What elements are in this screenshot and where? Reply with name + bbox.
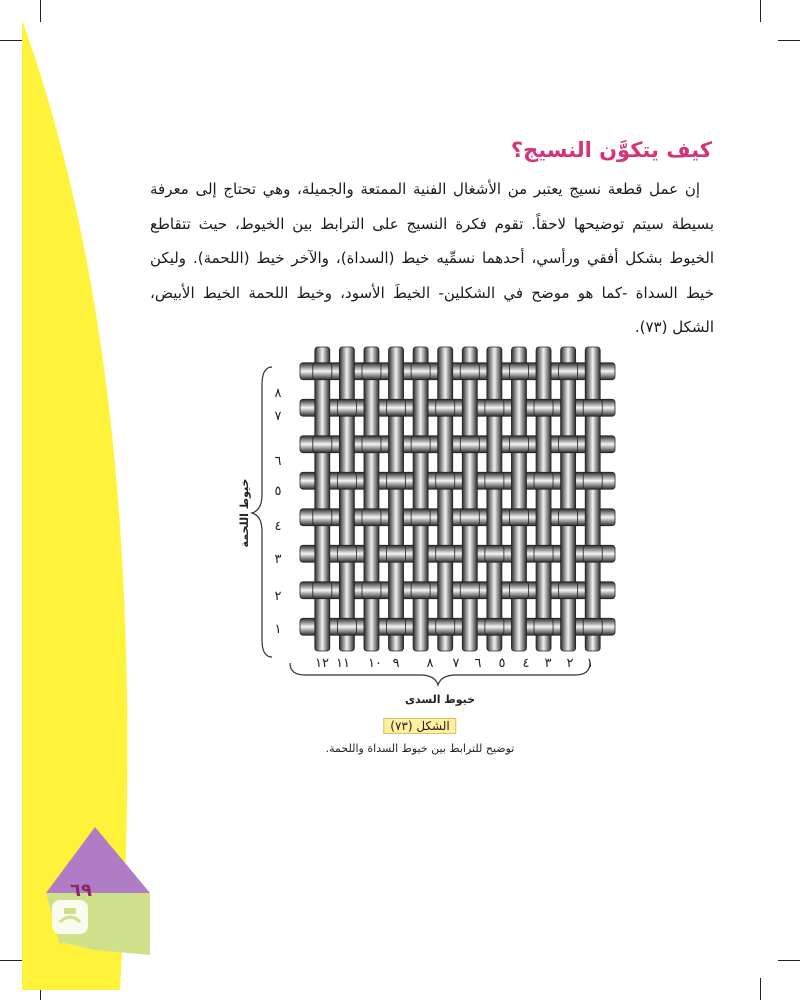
warp-thread (315, 347, 330, 651)
weft-crossing (509, 363, 528, 380)
weft-crossing (559, 509, 578, 526)
figure-description: توضيح للترابط بين خيوط السداة واللحمة. (325, 742, 515, 755)
weft-number: ٢ (274, 589, 282, 604)
weft-crossing (387, 618, 406, 635)
weft-crossing (387, 545, 406, 562)
weave-figure (240, 345, 660, 715)
weft-crossing (411, 363, 430, 380)
weft-crossing (534, 618, 553, 635)
weft-crossing (534, 545, 553, 562)
warp-number: ٣ (544, 656, 552, 671)
weft-crossing (485, 472, 504, 489)
warp-number: ٦ (474, 656, 482, 671)
weft-crossing (460, 436, 479, 453)
weft-crossing (559, 363, 578, 380)
warp-label: خيوط السدى (404, 693, 476, 706)
weft-crossing (362, 436, 381, 453)
weft-crossing (583, 472, 602, 489)
page-number: ٦٩ (70, 880, 92, 901)
warp-number: ٤ (522, 656, 530, 671)
weft-crossing (583, 618, 602, 635)
warp-numbers (315, 656, 593, 671)
weft-number: ٨ (274, 386, 282, 401)
weft-crossing (583, 399, 602, 416)
weft-crossing (411, 582, 430, 599)
weft-crossing (559, 582, 578, 599)
weft-crossing (337, 399, 356, 416)
book-icon (52, 900, 88, 934)
weft-number: ٤ (274, 519, 282, 534)
weft-crossing (313, 436, 332, 453)
weave-grid (300, 347, 615, 651)
weft-crossing (313, 509, 332, 526)
warp-number: ٩ (392, 656, 400, 671)
weft-crossing (534, 399, 553, 416)
figure-caption: الشكل (٧٣) (383, 718, 456, 734)
warp-number: ١ (586, 656, 594, 671)
weft-numbers (275, 386, 282, 637)
weft-crossing (583, 545, 602, 562)
weft-crossing (485, 399, 504, 416)
weft-crossing (362, 582, 381, 599)
weft-number: ٧ (274, 409, 282, 424)
weft-number: ٥ (274, 484, 282, 499)
section-heading: كيف يتكوَّن النسيج؟ (510, 138, 712, 162)
warp-thread (339, 347, 354, 651)
warp-thread (462, 347, 477, 651)
weft-crossing (411, 436, 430, 453)
body-paragraph (150, 172, 714, 345)
weft-crossing (337, 545, 356, 562)
weft-crossing (337, 618, 356, 635)
weft-crossing (313, 363, 332, 380)
yellow-band (22, 20, 127, 990)
weft-crossing (485, 545, 504, 562)
weft-crossing (436, 399, 455, 416)
warp-thread (487, 347, 502, 651)
weft-crossing (460, 363, 479, 380)
warp-number: ٢ (566, 656, 574, 671)
warp-thread (561, 347, 576, 651)
weft-crossing (559, 436, 578, 453)
weft-crossing (337, 472, 356, 489)
weft-crossing (460, 582, 479, 599)
weft-crossing (387, 472, 406, 489)
weft-crossing (436, 618, 455, 635)
weft-crossing (362, 509, 381, 526)
weft-crossing (485, 618, 504, 635)
warp-thread (585, 347, 600, 651)
warp-number: ١٠ (368, 656, 382, 671)
weft-crossing (436, 472, 455, 489)
warp-thread (438, 347, 453, 651)
weft-crossing (313, 582, 332, 599)
weft-label: خيوط اللحمة (238, 478, 251, 548)
warp-number: ٥ (498, 656, 506, 671)
warp-thread (536, 347, 551, 651)
warp-number: ٧ (452, 656, 460, 671)
warp-number: ١١ (336, 656, 350, 671)
warp-number: ١٢ (315, 656, 329, 671)
weft-crossing (387, 399, 406, 416)
weft-crossing (362, 363, 381, 380)
weft-number: ٦ (274, 454, 282, 469)
warp-thread (511, 347, 526, 651)
weft-crossing (436, 545, 455, 562)
weft-number: ٣ (274, 552, 282, 567)
weft-brace (252, 367, 272, 657)
weft-crossing (411, 509, 430, 526)
warp-thread (364, 347, 379, 651)
warp-thread (389, 347, 404, 651)
weft-number: ١ (274, 622, 282, 637)
weft-crossing (509, 582, 528, 599)
weft-crossing (509, 509, 528, 526)
warp-thread (413, 347, 428, 651)
paragraph-text: إن عمل قطعة نسيج يعتبر من الأشغال الفنية الممتعة والجميلة، وهي تحتاج إلى معرفة بسيطة سيتم توضيحها لاحقاً. تقوم فكرة النسيج على الترابط بين الخيوط، حيث تتقاطع الخيوط بشكل أفقي ورأسي، أحدهما نسمِّيه خيط (السداة)، والآخر خيط (اللحمة). وليكن خيط السداة -كما هو موضح في الشكلين- الخيطَ الأسود، وخيط اللحمة الخيط الأبيض، الشكل (٧٣). (150, 180, 714, 336)
warp-number: ٨ (426, 656, 434, 671)
weft-crossing (509, 436, 528, 453)
weft-crossing (460, 509, 479, 526)
weft-crossing (534, 472, 553, 489)
